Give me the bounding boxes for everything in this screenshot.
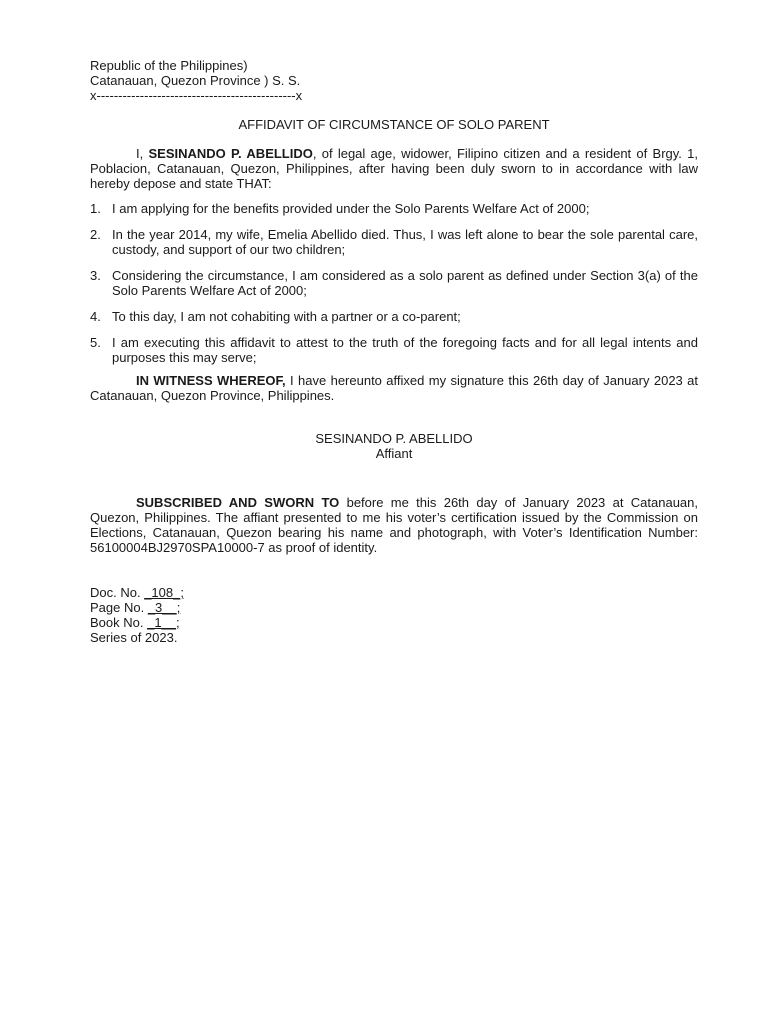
intro-rest: , of legal age, widower, Filipino citizen and a resident of Brgy. 1, Poblacion, Catanauan, Quezon, Philippines, after having been duly sworn to in accordance with law hereby depose and state THAT: [90,146,698,191]
affidavit-page [90,58,698,645]
notarial-register [90,585,698,645]
doc-number-label: Doc. No. [90,585,145,600]
page-number-line [90,600,698,615]
item-text: In the year 2014, my wife, Emelia Abellido died. Thus, I was left alone to bear the sole parental care, custody, and support of our two children; [112,227,698,257]
witness-rest: I have hereunto affixed my signature this 26th day of January 2023 at Catanauan, Quezon Province, Philippines. [90,373,699,403]
list-item [90,335,698,365]
item-text: To this day, I am not cohabiting with a partner or a co-parent; [112,309,461,324]
series-line: Series of 2023. [90,630,178,645]
doc-number-line [90,585,698,600]
witness-lead: IN WITNESS WHEREOF, [136,373,286,388]
page-number-label: Page No. [90,600,148,615]
book-number-line [90,615,698,630]
venue-province: Catanauan, Quezon Province ) S. S. [90,73,301,88]
intro-prefix: I, [136,146,149,161]
jurat-lead: SUBSCRIBED AND SWORN TO [136,495,340,510]
jurat-paragraph [90,495,698,555]
item-number: 2. [90,227,101,242]
item-number: 1. [90,201,101,216]
list-item [90,201,698,216]
affiant-name: SESINANDO P. ABELLIDO [315,431,473,446]
document-title: AFFIDAVIT OF CIRCUMSTANCE OF SOLO PARENT [238,117,550,132]
item-text: I am executing this affidavit to attest to the truth of the foregoing facts and for all legal intents and purposes this may serve; [112,335,698,365]
book-number-value: _1__; [147,615,180,630]
venue-block [90,58,698,103]
affiant-name-inline: SESINANDO P. ABELLIDO [148,146,313,161]
venue-separator: x----------------------------------------------x [90,88,303,103]
intro-paragraph [90,146,698,191]
list-item [90,227,698,257]
doc-number-value: _108_; [144,585,184,600]
item-text: Considering the circumstance, I am considered as a solo parent as defined under Section 3(a) of the Solo Parents Welfare Act of 2000; [112,268,698,298]
statement-list [90,201,698,365]
page-number-value: _3__; [147,600,181,615]
list-item [90,309,698,324]
item-text: I am applying for the benefits provided under the Solo Parents Welfare Act of 2000; [112,201,590,216]
item-number: 4. [90,309,101,324]
item-number: 5. [90,335,101,350]
witness-paragraph [90,373,698,403]
affiant-role: Affiant [375,446,413,461]
book-number-label: Book No. [90,615,148,630]
jurat-rest: before me this 26th day of January 2023 at Catanauan, Quezon, Philippines. The affiant presented to me his voter’s certification issued by the Commission on Elections, Catanauan, Quezon bearing his name and photograph, with Voter’s Identification Number: 56100004BJ2970SPA10000-7 as proof of identity. [90,495,698,555]
item-number: 3. [90,268,101,283]
list-item [90,268,698,298]
affiant-signature-block [90,431,698,461]
venue-republic: Republic of the Philippines) [90,58,248,73]
